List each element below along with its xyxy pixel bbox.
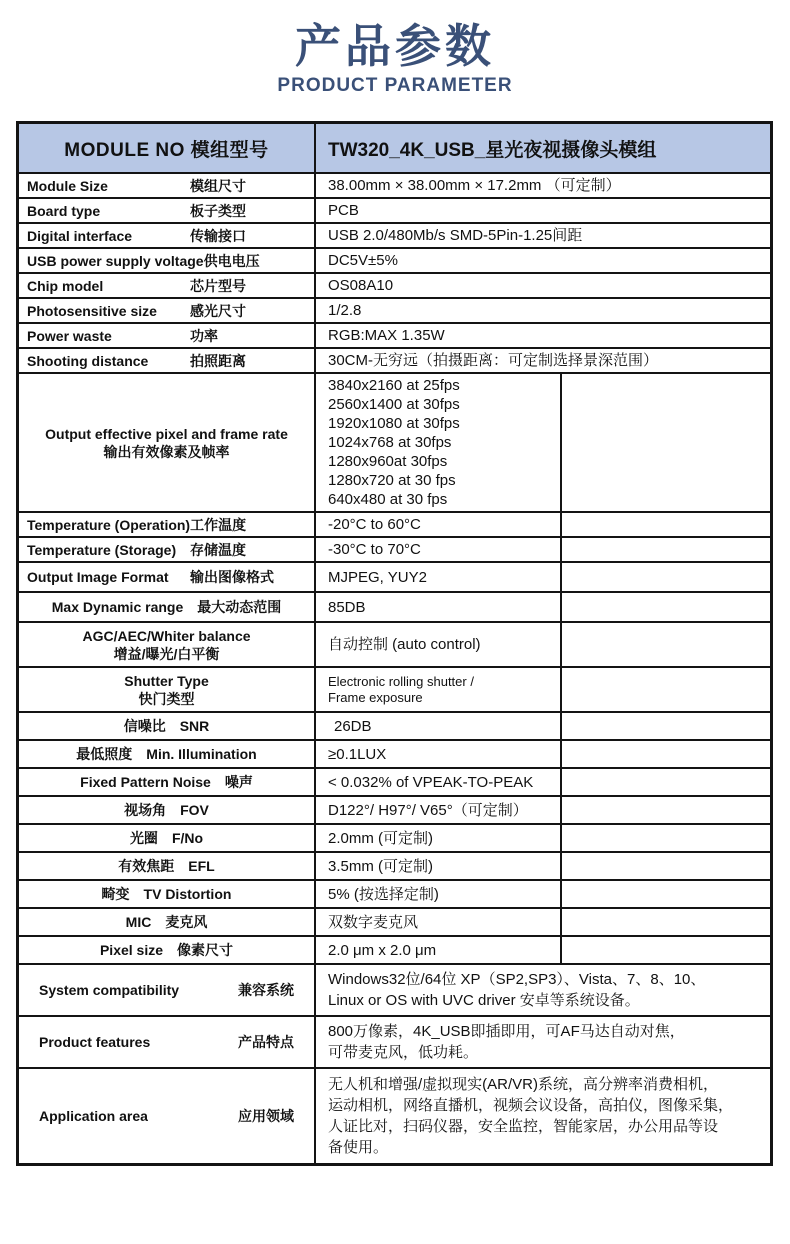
spec-name-part1: Chip model: [27, 277, 104, 294]
table-row: [19, 851, 770, 879]
spec-empty-cell: [560, 623, 770, 666]
spec-value-cell: [316, 593, 560, 621]
spec-name-part1: Output effective pixel and frame rate: [45, 425, 288, 442]
spec-name-cell: [19, 909, 316, 935]
spec-value-line: 双数字麦克风: [328, 913, 419, 931]
table-row: [19, 511, 770, 536]
table-body: [19, 172, 770, 1163]
spec-value-line: 1/2.8: [328, 302, 362, 319]
spec-name-part2: 噪声: [224, 774, 253, 790]
spec-name-part2: 兼容系统: [238, 982, 294, 998]
spec-name-cell: [19, 1017, 316, 1067]
spec-name-cell: [19, 965, 316, 1015]
spec-name-cell: [19, 374, 316, 511]
spec-empty-cell: [560, 713, 770, 739]
table-row: [19, 1067, 770, 1163]
spec-value-line: -20°C to 60°C: [328, 516, 421, 533]
spec-value-cell: [316, 374, 560, 511]
spec-name-cell: [19, 538, 316, 561]
spec-value-cell: [316, 713, 560, 739]
spec-name-part1: 光圈: [129, 830, 158, 846]
table-row: [19, 739, 770, 767]
spec-value-line: 运动相机，网络直播机，视频会议设备，高拍仪，图像采集，: [328, 1097, 734, 1114]
spec-name-part1: Power waste: [27, 327, 112, 344]
spec-value-line: 85DB: [328, 598, 366, 616]
spec-value-cell: [316, 623, 560, 666]
spec-value-cell: [316, 937, 560, 963]
spec-value-line: Windows32位/64位 XP（SP2,SP3）、Vista、7、8、10、: [328, 971, 706, 988]
spec-name-part1: USB power supply voltage: [27, 252, 204, 269]
spec-value-line: 1280x720 at 30 fps: [328, 472, 456, 489]
spec-value-cell: [316, 741, 560, 767]
spec-empty-cell: [560, 937, 770, 963]
spec-value-cell: [316, 909, 560, 935]
spec-name-cell: [19, 174, 316, 197]
spec-empty-cell: [560, 769, 770, 795]
spec-name-part1: Pixel size: [99, 942, 164, 958]
page-header: [0, 0, 790, 97]
spec-name-cell: [19, 825, 316, 851]
spec-value-line: PCB: [328, 202, 359, 219]
spec-value-line: OS08A10: [328, 277, 394, 294]
spec-value-cell: [316, 538, 560, 561]
spec-value-cell: [316, 563, 560, 591]
spec-name-part1: Board type: [27, 202, 101, 219]
spec-name-cell: [19, 937, 316, 963]
spec-name-part1: AGC/AEC/Whiter balance: [82, 627, 251, 644]
product-parameter-table: [16, 121, 773, 1166]
spec-value-cell: [316, 1017, 770, 1067]
spec-value-line: 1024x768 at 30fps: [328, 434, 452, 451]
spec-name-part2: EFL: [188, 858, 215, 874]
spec-value-cell: [316, 881, 560, 907]
spec-name-part2: 增益/曝光/白平衡: [113, 645, 220, 662]
spec-name-cell: [19, 797, 316, 823]
spec-value-line: 26DB: [334, 717, 372, 735]
spec-value-line: 备使用。: [328, 1139, 389, 1156]
spec-name-cell: [19, 741, 316, 767]
spec-name-part2: 最大动态范围: [197, 599, 282, 615]
spec-name-cell: [19, 1069, 316, 1163]
spec-value-line: ≥0.1LUX: [328, 745, 387, 763]
page-subtitle: PRODUCT PARAMETER: [277, 74, 513, 96]
spec-name-part2: 麦克风: [165, 914, 208, 930]
spec-value-line: 2560x1400 at 30fps: [328, 396, 460, 413]
spec-value-cell: [316, 965, 770, 1015]
spec-name-part1: Temperature (Storage): [27, 541, 177, 558]
spec-value-line: 3.5mm (可定制): [328, 857, 434, 875]
table-row: [19, 536, 770, 561]
spec-value-line: 无人机和增强/虚拟现实(AR/VR)系统，高分辨率消费相机，: [328, 1076, 719, 1093]
spec-value-line: 2.0 μm x 2.0 μm: [328, 941, 437, 959]
spec-name-cell: [19, 324, 316, 347]
spec-name-part1: Product features: [39, 1034, 151, 1050]
spec-name-cell: [19, 563, 316, 591]
spec-value-line: 640x480 at 30 fps: [328, 491, 448, 508]
spec-empty-cell: [560, 513, 770, 536]
spec-value-line: D122°/ H97°/ V65°（可定制）: [328, 801, 528, 819]
spec-empty-cell: [560, 374, 770, 511]
spec-value-line: 38.00mm × 38.00mm × 17.2mm （可定制）: [328, 177, 621, 194]
table-row: [19, 222, 770, 247]
spec-value-line: Linux or OS with UVC driver 安卓等系统设备。: [328, 992, 640, 1009]
table-row: [19, 372, 770, 511]
spec-name-cell: [19, 881, 316, 907]
spec-value-line: 1920x1080 at 30fps: [328, 415, 460, 432]
table-row: [19, 322, 770, 347]
spec-name-part1: MIC: [125, 914, 152, 930]
spec-value-cell: [316, 324, 770, 347]
spec-name-part1: Fixed Pattern Noise: [80, 774, 211, 790]
spec-value-line: 5% (按选择定制): [328, 885, 439, 903]
spec-name-part2: 板子类型: [190, 202, 246, 219]
spec-name-part2: 输出有效像素及帧率: [103, 443, 230, 460]
table-row: [19, 795, 770, 823]
spec-name-part1: Digital interface: [27, 227, 133, 244]
spec-name-part1: Shutter Type: [124, 672, 209, 689]
spec-name-cell: [19, 199, 316, 222]
spec-name-part2: 感光尺寸: [190, 302, 246, 319]
spec-name-part1: Module Size: [27, 177, 108, 194]
spec-name-cell: [19, 513, 316, 536]
spec-name-part1: 视场角: [124, 802, 167, 818]
spec-name-part2: 工作温度: [190, 516, 247, 533]
spec-value-line: MJPEG, YUY2: [328, 568, 427, 586]
spec-name-part1: System compatibility: [39, 982, 180, 998]
table-row: [19, 823, 770, 851]
spec-empty-cell: [560, 538, 770, 561]
spec-name-part2: 拍照距离: [190, 352, 246, 369]
spec-name-part1: Shooting distance: [27, 352, 149, 369]
spec-name-cell: [19, 769, 316, 795]
spec-value-cell: [316, 668, 560, 711]
spec-value-cell: [316, 513, 560, 536]
spec-name-part2: 供电电压: [203, 252, 260, 269]
table-row: [19, 935, 770, 963]
spec-name-part2: TV Distortion: [143, 886, 232, 902]
spec-name-part2: FOV: [180, 802, 209, 818]
table-row: [19, 907, 770, 935]
spec-value-cell: [316, 1069, 770, 1163]
spec-name-part1: Temperature (Operation): [27, 516, 191, 533]
spec-value-cell: [316, 174, 770, 197]
spec-value-cell: [316, 797, 560, 823]
spec-value-line: < 0.032% of VPEAK-TO-PEAK: [328, 773, 534, 791]
spec-name-part2: SNR: [179, 718, 210, 734]
table-row: [19, 879, 770, 907]
spec-value-cell: [316, 349, 770, 372]
spec-name-part2: 产品特点: [238, 1034, 294, 1050]
table-row: [19, 666, 770, 711]
spec-value-line: Frame exposure: [328, 689, 423, 705]
table-header-row: [19, 124, 770, 172]
spec-name-part2: 像素尺寸: [177, 942, 234, 958]
spec-name-part1: 信噪比: [123, 718, 166, 734]
spec-value-line: 30CM-无穷远（拍摄距离：可定制选择景深范围）: [328, 352, 659, 369]
table-row: [19, 591, 770, 621]
spec-empty-cell: [560, 909, 770, 935]
spec-name-part1: 畸变: [101, 886, 130, 902]
table-row: [19, 561, 770, 591]
spec-empty-cell: [560, 825, 770, 851]
spec-empty-cell: [560, 668, 770, 711]
spec-value-cell: [316, 199, 770, 222]
spec-empty-cell: [560, 853, 770, 879]
spec-empty-cell: [560, 593, 770, 621]
spec-name-part2: 功率: [190, 327, 218, 344]
spec-name-part1: Output Image Format: [27, 569, 169, 585]
spec-name-part2: 模组尺寸: [190, 177, 246, 194]
spec-name-cell: [19, 349, 316, 372]
page-title: 产品参数: [295, 20, 495, 72]
spec-name-part2: Min. Illumination: [146, 746, 257, 762]
spec-empty-cell: [560, 741, 770, 767]
spec-value-cell: [316, 853, 560, 879]
table-row: [19, 197, 770, 222]
spec-name-part2: 应用领域: [238, 1108, 294, 1124]
spec-name-cell: [19, 249, 316, 272]
spec-name-part2: 芯片型号: [190, 277, 246, 294]
spec-value-line: 可带麦克风，低功耗。: [328, 1044, 479, 1061]
spec-value-cell: [316, 274, 770, 297]
table-row: [19, 272, 770, 297]
spec-value-line: 2.0mm (可定制): [328, 829, 434, 847]
table-row: [19, 621, 770, 666]
spec-name-cell: [19, 593, 316, 621]
spec-name-cell: [19, 274, 316, 297]
spec-name-part2: F/No: [171, 830, 204, 846]
spec-name-cell: [19, 299, 316, 322]
spec-name-cell: [19, 668, 316, 711]
table-row: [19, 297, 770, 322]
spec-value-line: RGB:MAX 1.35W: [328, 327, 445, 344]
table-row: [19, 247, 770, 272]
spec-value-cell: [316, 825, 560, 851]
spec-value-line: 800万像素，4K_USB即插即用，可AF马达自动对焦，: [328, 1023, 685, 1040]
spec-value-line: 自动控制 (auto control): [328, 636, 481, 653]
spec-name-part1: Photosensitive size: [27, 302, 157, 319]
table-row: [19, 347, 770, 372]
spec-empty-cell: [560, 563, 770, 591]
spec-name-part2: 传输接口: [190, 227, 246, 244]
spec-name-part1: Max Dynamic range: [51, 599, 184, 615]
spec-empty-cell: [560, 881, 770, 907]
table-row: [19, 711, 770, 739]
table-header-module-no: MODULE NO 模组型号: [19, 124, 316, 172]
table-header-model-name: TW320_4K_USB_星光夜视摄像头模组: [328, 139, 657, 161]
spec-name-part2: 输出图像格式: [190, 569, 274, 585]
table-row: [19, 1015, 770, 1067]
spec-value-cell: [316, 249, 770, 272]
spec-value-line: DC5V±5%: [328, 252, 398, 269]
spec-empty-cell: [560, 797, 770, 823]
spec-value-cell: [316, 769, 560, 795]
spec-name-cell: [19, 853, 316, 879]
table-row: [19, 172, 770, 197]
spec-name-part2: 快门类型: [138, 690, 195, 707]
spec-name-cell: [19, 224, 316, 247]
table-row: [19, 767, 770, 795]
spec-name-cell: [19, 713, 316, 739]
spec-name-cell: [19, 623, 316, 666]
table-row: [19, 963, 770, 1015]
spec-name-part2: 存储温度: [190, 541, 246, 558]
spec-value-line: -30°C to 70°C: [328, 541, 421, 558]
spec-value-line: 1280x960at 30fps: [328, 453, 448, 470]
spec-value-line: Electronic rolling shutter /: [328, 673, 474, 689]
spec-value-line: 3840x2160 at 25fps: [328, 377, 460, 394]
spec-name-part1: 最低照度: [76, 746, 133, 762]
spec-value-line: 人证比对，扫码仪器，安全监控，智能家居，办公用品等设: [328, 1118, 719, 1135]
spec-value-line: USB 2.0/480Mb/s SMD-5Pin-1.25间距: [328, 227, 583, 244]
spec-name-part1: 有效焦距: [118, 858, 175, 874]
spec-value-cell: [316, 224, 770, 247]
spec-name-part1: Application area: [39, 1108, 148, 1124]
spec-value-cell: [316, 299, 770, 322]
